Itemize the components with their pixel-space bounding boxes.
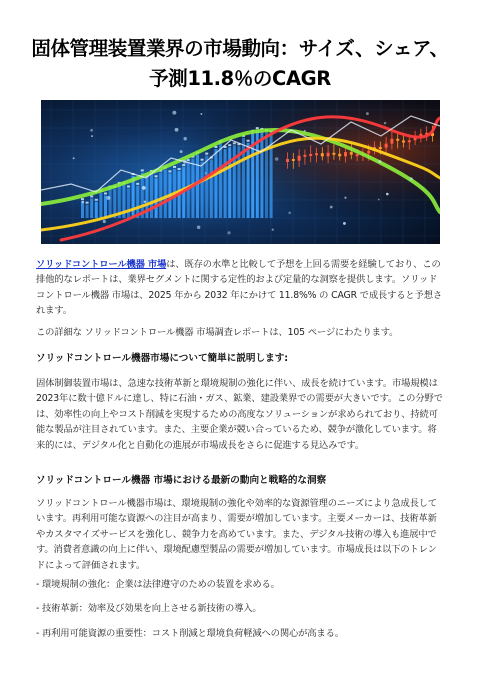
chart-bar-cap (136, 183, 139, 185)
chart-bar (214, 149, 217, 218)
chart-bar (210, 160, 213, 218)
glow-dot (343, 222, 346, 225)
chart-bar-cap (256, 127, 259, 129)
chart-bar (90, 198, 93, 218)
intro-paragraph (36, 257, 443, 319)
candle-body (315, 153, 318, 155)
glow-dot (344, 197, 346, 199)
chart-bar-cap (201, 159, 204, 161)
candle-body (350, 152, 353, 155)
glow-dot (205, 172, 207, 174)
chart-bar (95, 202, 98, 218)
candle-body (379, 147, 382, 149)
chart-bar-cap (127, 185, 130, 187)
chart-bar (191, 159, 194, 218)
candle-body (396, 139, 399, 141)
glow-dot (91, 135, 93, 137)
glow-dot (142, 186, 146, 190)
chart-bar-cap (228, 144, 231, 146)
page-title: 固体管理装置業界の市場動向：サイズ、シェア、予測11.8％のCAGR (31, 37, 449, 90)
glow-dot (386, 193, 389, 196)
glow-dot (330, 206, 333, 209)
hero-image (41, 100, 440, 244)
glow-dot (275, 157, 279, 161)
chart-bar (224, 149, 227, 218)
market-link[interactable]: ソリッドコントロール機器 市場 (36, 259, 167, 270)
candle-body (408, 140, 411, 142)
chart-bar (247, 143, 250, 218)
chart-bar (260, 131, 263, 218)
chart-bar (155, 178, 158, 218)
chart-bar (205, 156, 208, 218)
chart-bar (164, 170, 167, 218)
chart-bar (109, 189, 112, 218)
candle-body (303, 155, 306, 157)
chart-bar-cap (187, 159, 190, 161)
chart-bar-cap (247, 140, 250, 142)
chart-bar-cap (104, 192, 107, 194)
candle-body (367, 151, 370, 154)
trends-heading: ソリッドコントロール機器 市場における最新の動向と戦略的な洞察 (36, 475, 327, 486)
candle-body (298, 156, 301, 161)
overview-heading: ソリッドコントロール機器市場について簡単に説明します: (36, 353, 289, 364)
pages-paragraph: この詳細な ソリッドコントロール機器 市場調査レポートは、105 ページにわたります。 (36, 327, 399, 338)
chart-bar (219, 143, 222, 218)
chart-bar-cap (173, 166, 176, 168)
chart-bar-cap (178, 168, 181, 170)
candle-body (321, 153, 324, 156)
glow-dot (73, 157, 75, 159)
chart-bar (150, 173, 153, 218)
chart-bar-cap (233, 142, 236, 144)
glow-dot (288, 212, 291, 215)
glow-dot (200, 113, 202, 115)
chart-bar-cap (95, 199, 98, 201)
glow-dot (183, 160, 187, 164)
glow-dot (180, 150, 183, 153)
candle-body (390, 139, 393, 144)
candle-body (309, 154, 312, 156)
glow-dot (366, 112, 369, 115)
glow-dot (144, 201, 146, 203)
chart-bar-cap (86, 202, 89, 204)
candle-body (402, 140, 405, 142)
candle-body (385, 144, 388, 148)
glow-dot (172, 111, 176, 115)
bullet-item: - 環境規制の強化：企業は法律遵守のための装置を求める。 (36, 579, 280, 590)
chart-bar (127, 188, 130, 218)
glow-dot (197, 226, 201, 230)
chart-bar (81, 201, 84, 218)
chart-bar (104, 195, 107, 218)
bullet-item: - 技術革新：効率及び効果を向上させる新技術の導入。 (36, 603, 262, 614)
chart-bar-cap (168, 170, 171, 172)
chart-bar (86, 205, 89, 218)
chart-bar-cap (182, 164, 185, 166)
chart-bar (132, 176, 135, 218)
chart-bar (99, 193, 102, 218)
glow-dot (175, 128, 179, 132)
chart-bar (159, 173, 162, 218)
chart-bar-cap (205, 153, 208, 155)
chart-bar (265, 132, 268, 218)
glow-dot (384, 122, 387, 125)
candle-body (338, 154, 341, 157)
chart-bar-cap (155, 175, 158, 177)
glow-dot (184, 137, 187, 140)
trends-paragraph: ソリッドコントロール機器市場は、環境規制の強化や効率的な資源管理のニーズにより急成長しています。再利用可能な資源への注目が高まり、需要が増加しています。主要メーカーは、技術革新やカスタマイズサービスを強化し、競争力を高めています。また、デジタル技術の導入も進展中です。消費者意識の向上に伴い、環境配慮型製品の需要が増加しています。市場成長は以下のトレンドによって評価されます。 (36, 498, 438, 571)
glow-dot (304, 130, 306, 132)
candle-body (332, 153, 335, 155)
glow-dot (90, 129, 93, 132)
chart-bar (228, 147, 231, 218)
financial-chart-image (41, 100, 440, 244)
candle-body (327, 153, 330, 157)
candle-body (286, 159, 289, 162)
glow-dot (103, 220, 106, 223)
glow-dot (410, 177, 413, 180)
intro-text: は、既存の水準と比較して予想を上回る需要を経験しており、この排他的なレポートは、業界セグメントに関する定性的および定量的な洞察を提供します。ソリッドコントロール機器 市場は、2025 年から 2032 年にかけて 11.8%% の CAGR で成長すると予想されます。 (36, 259, 443, 317)
chart-bar-cap (141, 169, 144, 171)
chart-bar-cap (81, 198, 84, 200)
glow-dot (107, 196, 111, 200)
chart-bar (201, 162, 204, 218)
overview-paragraph: 固体制御装置市場は、急速な技術革新と環境規制の強化に伴い、成長を続けています。市場規模は2023年に数十億ドルに達し、特に石油・ガス、鉱業、建設業界での需要が大きいです。この分野では、効率性の向上やコスト削減を実現するための高度なソリューションが求められており、持続可能な製品が注目されています。また、主要企業が競い合っているため、競争が激化しています。将来的には、デジタル化と自動化の進展が市場成長をさらに促進する見込みです。 (36, 378, 443, 451)
glow-dot (378, 199, 380, 201)
glow-dot (272, 228, 274, 230)
glow-dot (81, 201, 84, 204)
candle-body (292, 159, 295, 161)
candle-body (344, 152, 347, 156)
bullet-item: - 再利用可能資源の重要性：コスト削減と環境負荷軽減への関心が高まる。 (36, 628, 344, 639)
glow-dot (379, 160, 382, 163)
glow-dot (227, 231, 230, 234)
candle-body (356, 154, 359, 156)
